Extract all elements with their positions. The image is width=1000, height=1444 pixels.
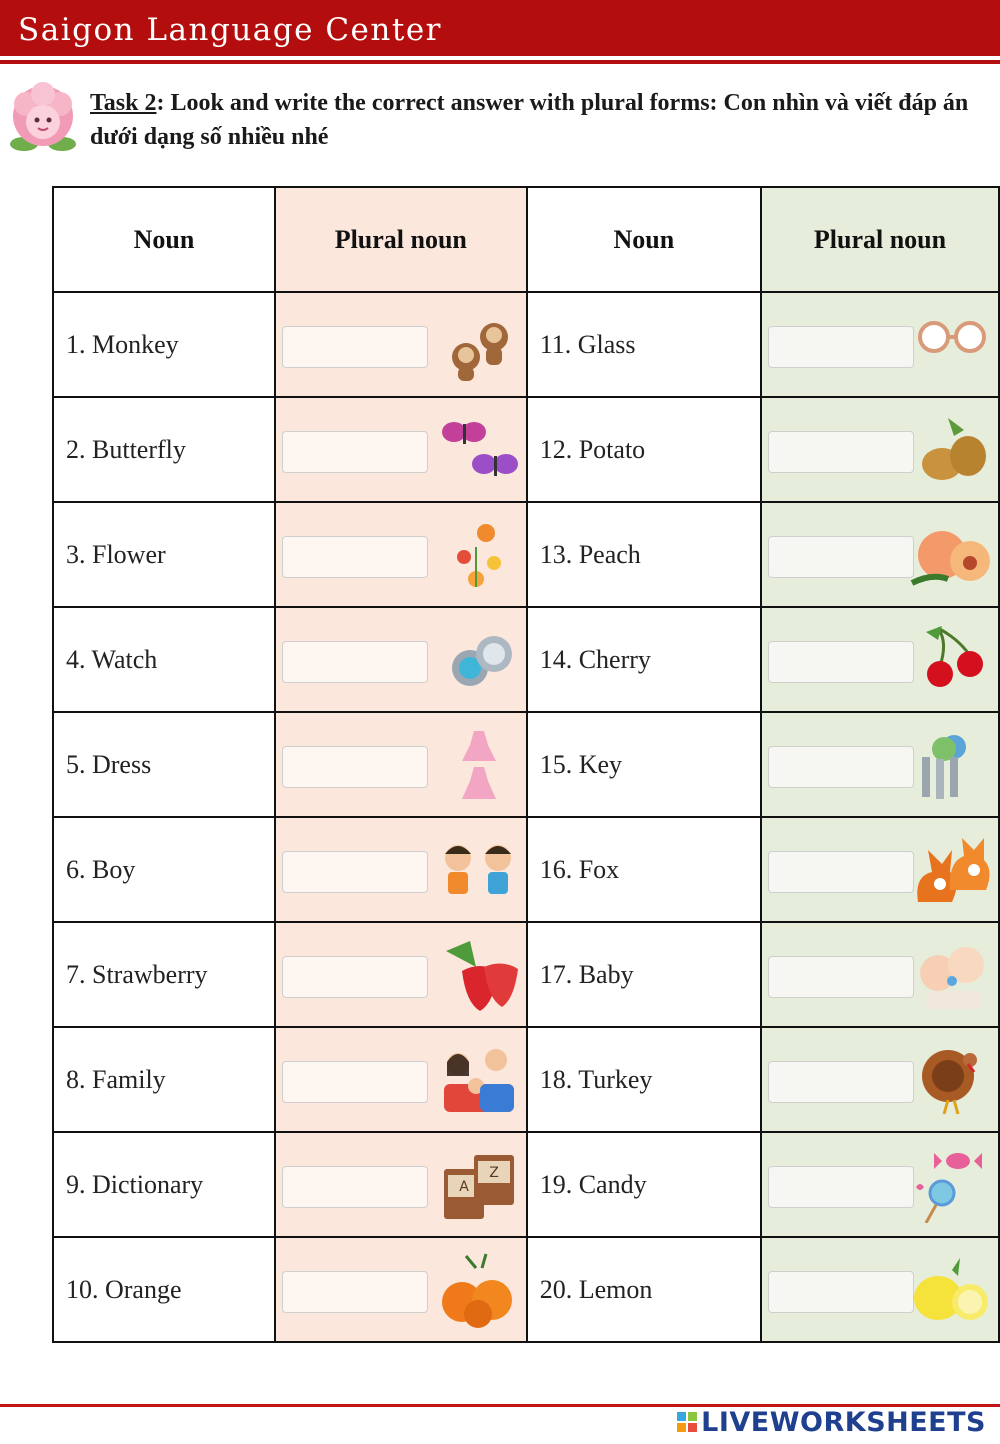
table-row <box>53 712 999 817</box>
table-row <box>53 502 999 607</box>
plural-answer-cell <box>275 607 527 712</box>
glasses-icon <box>908 307 992 383</box>
center-title: Saigon Language Center <box>18 12 442 48</box>
header-rule <box>0 60 1000 64</box>
plural-answer-cell <box>275 712 527 817</box>
plural-answer-cell <box>275 397 527 502</box>
plural-answer-cell <box>761 817 999 922</box>
noun-cell: 11. Glass <box>527 292 761 397</box>
table-row <box>53 1237 999 1342</box>
keys-icon <box>908 727 992 803</box>
boys-icon <box>436 832 520 908</box>
header-plural-left: Plural noun <box>275 187 527 292</box>
noun-cell: 5. Dress <box>53 712 275 817</box>
cherries-icon <box>908 622 992 698</box>
peaches-icon <box>908 517 992 593</box>
table-header-row <box>53 187 999 292</box>
plural-answer-input[interactable] <box>282 641 428 683</box>
table-row <box>53 817 999 922</box>
plural-answer-input[interactable] <box>768 641 914 683</box>
liveworksheets-logo <box>677 1406 986 1438</box>
noun-cell: 14. Cherry <box>527 607 761 712</box>
oranges-icon <box>436 1252 520 1328</box>
noun-cell: 19. Candy <box>527 1132 761 1237</box>
task-text: : Look and write the correct answer with plural forms: Con nhìn và viết đáp án dưới dạng số nhiều nhé <box>90 90 969 150</box>
header-noun-left: Noun <box>53 187 275 292</box>
potatoes-icon <box>908 412 992 488</box>
plural-answer-input[interactable] <box>282 431 428 473</box>
noun-cell: 10. Orange <box>53 1237 275 1342</box>
plural-answer-input[interactable] <box>282 1166 428 1208</box>
plural-answer-cell <box>761 607 999 712</box>
plural-answer-cell <box>275 922 527 1027</box>
table-row <box>53 922 999 1027</box>
liveworksheets-wordmark: LIVEWORKSHEETS <box>701 1406 986 1438</box>
noun-cell: 4. Watch <box>53 607 275 712</box>
plural-answer-cell <box>761 502 999 607</box>
noun-cell: 12. Potato <box>527 397 761 502</box>
noun-cell: 9. Dictionary <box>53 1132 275 1237</box>
plural-answer-cell <box>275 1027 527 1132</box>
noun-cell: 7. Strawberry <box>53 922 275 1027</box>
header-banner <box>0 0 1000 56</box>
noun-cell: 6. Boy <box>53 817 275 922</box>
noun-cell: 15. Key <box>527 712 761 817</box>
flowers-icon <box>436 517 520 593</box>
plural-answer-input[interactable] <box>768 851 914 893</box>
plural-answer-input[interactable] <box>768 956 914 998</box>
turkeys-icon <box>908 1042 992 1118</box>
noun-cell: 2. Butterfly <box>53 397 275 502</box>
foxes-icon <box>908 832 992 908</box>
header-noun-right: Noun <box>527 187 761 292</box>
plural-answer-cell <box>761 712 999 817</box>
watches-icon <box>436 622 520 698</box>
svg-text:A: A <box>458 1179 469 1195</box>
plural-answer-cell <box>761 1132 999 1237</box>
plural-answer-input[interactable] <box>282 746 428 788</box>
plural-answer-input[interactable] <box>282 536 428 578</box>
plural-answer-cell <box>761 292 999 397</box>
plural-answer-input[interactable] <box>282 1061 428 1103</box>
table-row <box>53 292 999 397</box>
table-row <box>53 607 999 712</box>
plural-answer-input[interactable] <box>768 1271 914 1313</box>
noun-cell: 13. Peach <box>527 502 761 607</box>
plural-answer-input[interactable] <box>282 956 428 998</box>
plural-answer-cell <box>761 922 999 1027</box>
plural-answer-input[interactable] <box>282 326 428 368</box>
plural-answer-input[interactable] <box>768 326 914 368</box>
plural-answer-cell <box>275 1237 527 1342</box>
plural-answer-cell <box>275 1132 527 1237</box>
dictionaries-icon <box>436 1147 520 1223</box>
plural-nouns-table <box>52 186 1000 1343</box>
noun-cell: 17. Baby <box>527 922 761 1027</box>
noun-cell: 20. Lemon <box>527 1237 761 1342</box>
noun-cell: 16. Fox <box>527 817 761 922</box>
plural-answer-cell <box>275 817 527 922</box>
plural-answer-cell <box>275 502 527 607</box>
plural-answer-input[interactable] <box>282 851 428 893</box>
candies-icon <box>908 1147 992 1223</box>
table-row <box>53 1027 999 1132</box>
noun-cell: 3. Flower <box>53 502 275 607</box>
plural-answer-input[interactable] <box>768 431 914 473</box>
families-icon <box>436 1042 520 1118</box>
noun-cell: 18. Turkey <box>527 1027 761 1132</box>
butterflies-icon <box>436 412 520 488</box>
plural-answer-input[interactable] <box>282 1271 428 1313</box>
noun-cell: 8. Family <box>53 1027 275 1132</box>
plural-answer-cell <box>761 1237 999 1342</box>
noun-cell: 1. Monkey <box>53 292 275 397</box>
table-row <box>53 1132 999 1237</box>
plural-answer-input[interactable] <box>768 536 914 578</box>
plural-answer-input[interactable] <box>768 1166 914 1208</box>
plural-answer-input[interactable] <box>768 746 914 788</box>
plural-answer-input[interactable] <box>768 1061 914 1103</box>
plural-answer-cell <box>761 1027 999 1132</box>
dresses-icon <box>436 727 520 803</box>
plural-answer-cell <box>275 292 527 397</box>
svg-text:Z: Z <box>488 1165 499 1181</box>
task-label: Task 2 <box>90 90 157 116</box>
babies-icon <box>908 937 992 1013</box>
lemons-icon <box>908 1252 992 1328</box>
plural-answer-cell <box>761 397 999 502</box>
table-row <box>53 397 999 502</box>
strawberries-icon <box>436 937 520 1013</box>
header-plural-right: Plural noun <box>761 187 999 292</box>
monkeys-icon <box>436 307 520 383</box>
task-instructions <box>90 86 970 154</box>
liveworksheets-mark-icon <box>677 1412 697 1432</box>
flower-mascot-icon <box>2 78 84 156</box>
